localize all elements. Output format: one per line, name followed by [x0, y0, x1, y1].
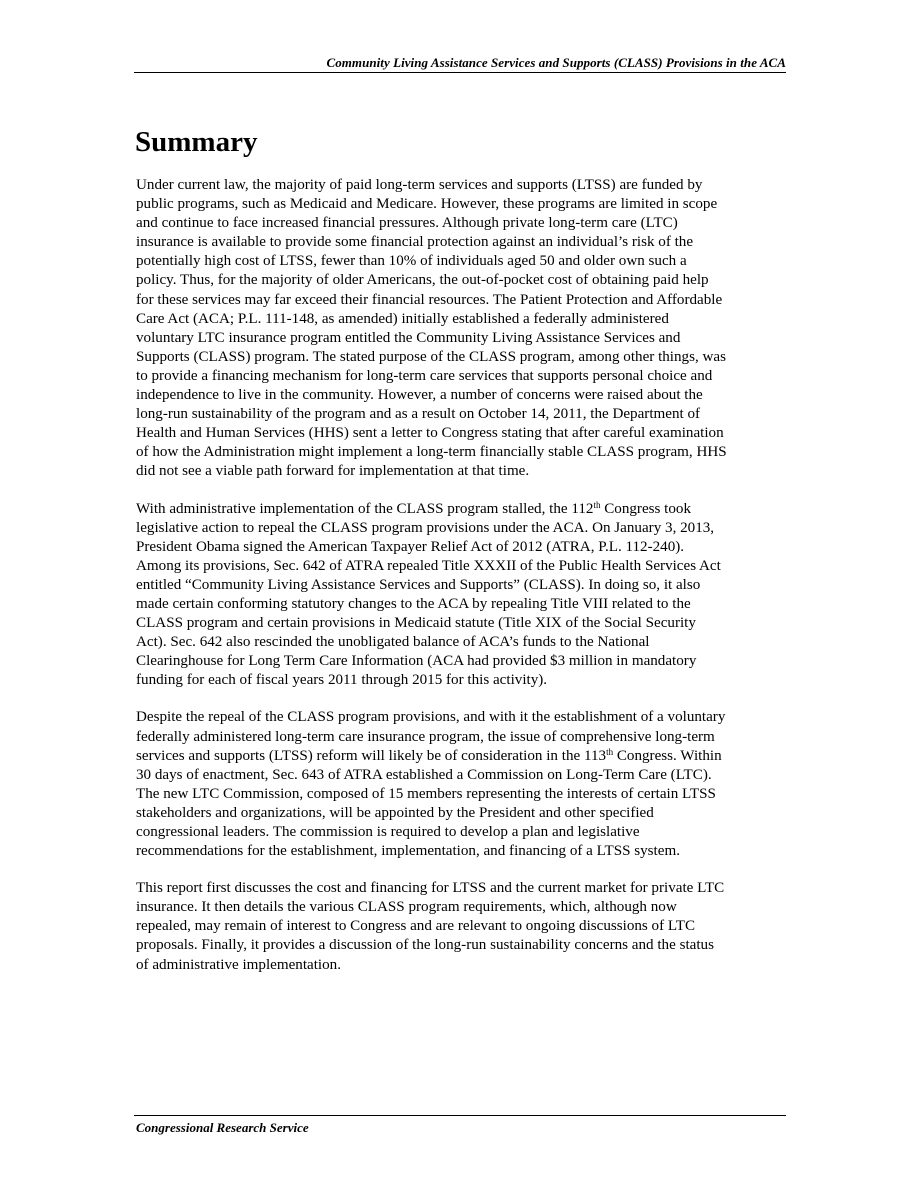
text-line	[136, 728, 788, 747]
text-segment: Supports (CLASS) program. The stated purpose of the CLASS program, among other things, was	[136, 348, 726, 365]
text-line	[136, 367, 788, 386]
text-segment: legislative action to repeal the CLASS program provisions under the ACA. On January 3, 2013,	[136, 519, 715, 536]
text-segment: 30 days of enactment, Sec. 643 of ATRA established a Commission on Long-Term Care (LTC).	[136, 766, 712, 783]
text-line	[136, 462, 788, 481]
text-line	[136, 936, 788, 955]
text-line	[136, 785, 788, 804]
text-line	[136, 214, 788, 233]
text-segment: and continue to face increased financial pressures. Although private long-term care (LTC)	[136, 215, 678, 232]
text-line	[136, 443, 788, 462]
summary-paragraph	[136, 879, 788, 974]
text-line	[136, 804, 788, 823]
text-line	[136, 291, 788, 310]
text-segment: made certain conforming statutory changes to the ACA by repealing Title VIII related to the	[136, 595, 691, 612]
text-segment: repealed, may remain of interest to Congress and are relevant to ongoing discussions of LTC	[136, 918, 696, 935]
text-line	[136, 233, 788, 252]
text-line	[136, 956, 788, 975]
header-divider	[134, 72, 786, 73]
text-segment: Clearinghouse for Long Term Care Information (ACA had provided $3 million in mandatory	[136, 653, 697, 670]
text-line	[136, 310, 788, 329]
text-segment: did not see a viable path forward for implementation at that time.	[136, 463, 530, 480]
ordinal-superscript: th	[593, 499, 601, 510]
text-segment: funding for each of fiscal years 2011 through 2015 for this activity).	[136, 672, 548, 689]
page-title: Summary	[135, 126, 258, 158]
text-line	[136, 823, 788, 842]
summary-paragraph	[136, 708, 788, 861]
footer-divider	[134, 1115, 786, 1116]
text-segment: recommendations for the establishment, implementation, and financing of a LTSS system.	[136, 843, 680, 860]
text-segment: of administrative implementation.	[136, 956, 341, 973]
text-line	[136, 500, 788, 519]
text-segment: With administrative implementation of the CLASS program stalled, the 112	[136, 500, 594, 517]
text-segment: Under current law, the majority of paid long-term services and supports (LTSS) are funded by	[136, 177, 703, 193]
text-line	[136, 405, 788, 424]
text-line	[136, 708, 788, 727]
text-line	[136, 195, 788, 214]
running-header: Community Living Assistance Services and Supports (CLASS) Provisions in the ACA	[326, 55, 786, 70]
text-line	[136, 766, 788, 785]
text-line	[136, 747, 788, 766]
footer-publisher: Congressional Research Service	[136, 1120, 309, 1135]
text-line	[136, 652, 788, 671]
text-segment: Act). Sec. 642 also rescinded the unobligated balance of ACA’s funds to the National	[136, 634, 650, 651]
text-segment: to provide a financing mechanism for long-term care services that supports personal choice and	[136, 367, 713, 384]
text-line	[136, 633, 788, 652]
text-segment: insurance. It then details the various CLASS program requirements, which, although now	[136, 899, 677, 916]
text-line	[136, 329, 788, 348]
text-segment: for these services may far exceed their financial resources. The Patient Protection and Affordable	[136, 291, 723, 308]
text-segment: Care Act (ACA; P.L. 111-148, as amended) initially established a federally administered	[136, 310, 669, 327]
summary-paragraph	[136, 176, 788, 482]
text-segment: Despite the repeal of the CLASS program provisions, and with it the establishment of a voluntary	[136, 709, 726, 726]
text-segment: The new LTC Commission, composed of 15 members representing the interests of certain LTSS	[136, 785, 716, 802]
text-line	[136, 917, 788, 936]
text-segment: entitled “Community Living Assistance Services and Supports” (CLASS). In doing so, it also	[136, 576, 701, 593]
text-line	[136, 557, 788, 576]
text-line	[136, 538, 788, 557]
text-segment: of how the Administration might implement a long-term financially stable CLASS program, HHS	[136, 444, 727, 461]
text-line	[136, 386, 788, 405]
text-line	[136, 424, 788, 443]
text-segment: potentially high cost of LTSS, fewer than 10% of individuals aged 50 and older own such a	[136, 253, 687, 270]
text-segment: This report first discusses the cost and financing for LTSS and the current market for private LTC	[136, 880, 725, 897]
text-segment: proposals. Finally, it provides a discussion of the long-run sustainability concerns and the status	[136, 937, 714, 954]
text-segment: congressional leaders. The commission is required to develop a plan and legislative	[136, 824, 640, 840]
text-line	[136, 176, 788, 195]
text-line	[136, 348, 788, 367]
text-segment: Congress took	[600, 500, 692, 517]
text-segment: services and supports (LTSS) reform will likely be of consideration in the 113	[136, 747, 607, 764]
text-segment: federally administered long-term care insurance program, the issue of comprehensive long-term	[136, 728, 715, 745]
text-line	[136, 614, 788, 633]
text-segment: Health and Human Services (HHS) sent a letter to Congress stating that after careful examination	[136, 425, 724, 442]
text-segment: independence to live in the community. However, a number of concerns were raised about the	[136, 387, 703, 404]
text-segment: Among its provisions, Sec. 642 of ATRA repealed Title XXXII of the Public Health Services Act	[136, 557, 721, 574]
text-segment: insurance is available to provide some financial protection against an individual’s risk of the	[136, 234, 694, 251]
text-segment: stakeholders and organizations, will be appointed by the President and other specified	[136, 804, 654, 821]
summary-body	[136, 176, 788, 993]
text-segment: long-run sustainability of the program and as a result on October 14, 2011, the Department of	[136, 406, 701, 423]
text-line	[136, 842, 788, 861]
ordinal-superscript: th	[606, 746, 614, 757]
text-line	[136, 576, 788, 595]
text-line	[136, 271, 788, 290]
text-line	[136, 519, 788, 538]
text-segment: President Obama signed the American Taxpayer Relief Act of 2012 (ATRA, P.L. 112-240).	[136, 538, 685, 555]
text-segment: Congress. Within	[613, 747, 722, 764]
text-line	[136, 898, 788, 917]
text-line	[136, 671, 788, 690]
text-segment: CLASS program and certain provisions in Medicaid statute (Title XIX of the Social Security	[136, 615, 696, 632]
text-segment: policy. Thus, for the majority of older Americans, the out-of-pocket cost of obtaining paid help	[136, 272, 709, 289]
text-segment: public programs, such as Medicaid and Medicare. However, these programs are limited in scope	[136, 196, 718, 213]
text-line	[136, 879, 788, 898]
summary-paragraph	[136, 500, 788, 691]
text-segment: voluntary LTC insurance program entitled the Community Living Assistance Services and	[136, 329, 681, 346]
text-line	[136, 252, 788, 271]
text-line	[136, 595, 788, 614]
